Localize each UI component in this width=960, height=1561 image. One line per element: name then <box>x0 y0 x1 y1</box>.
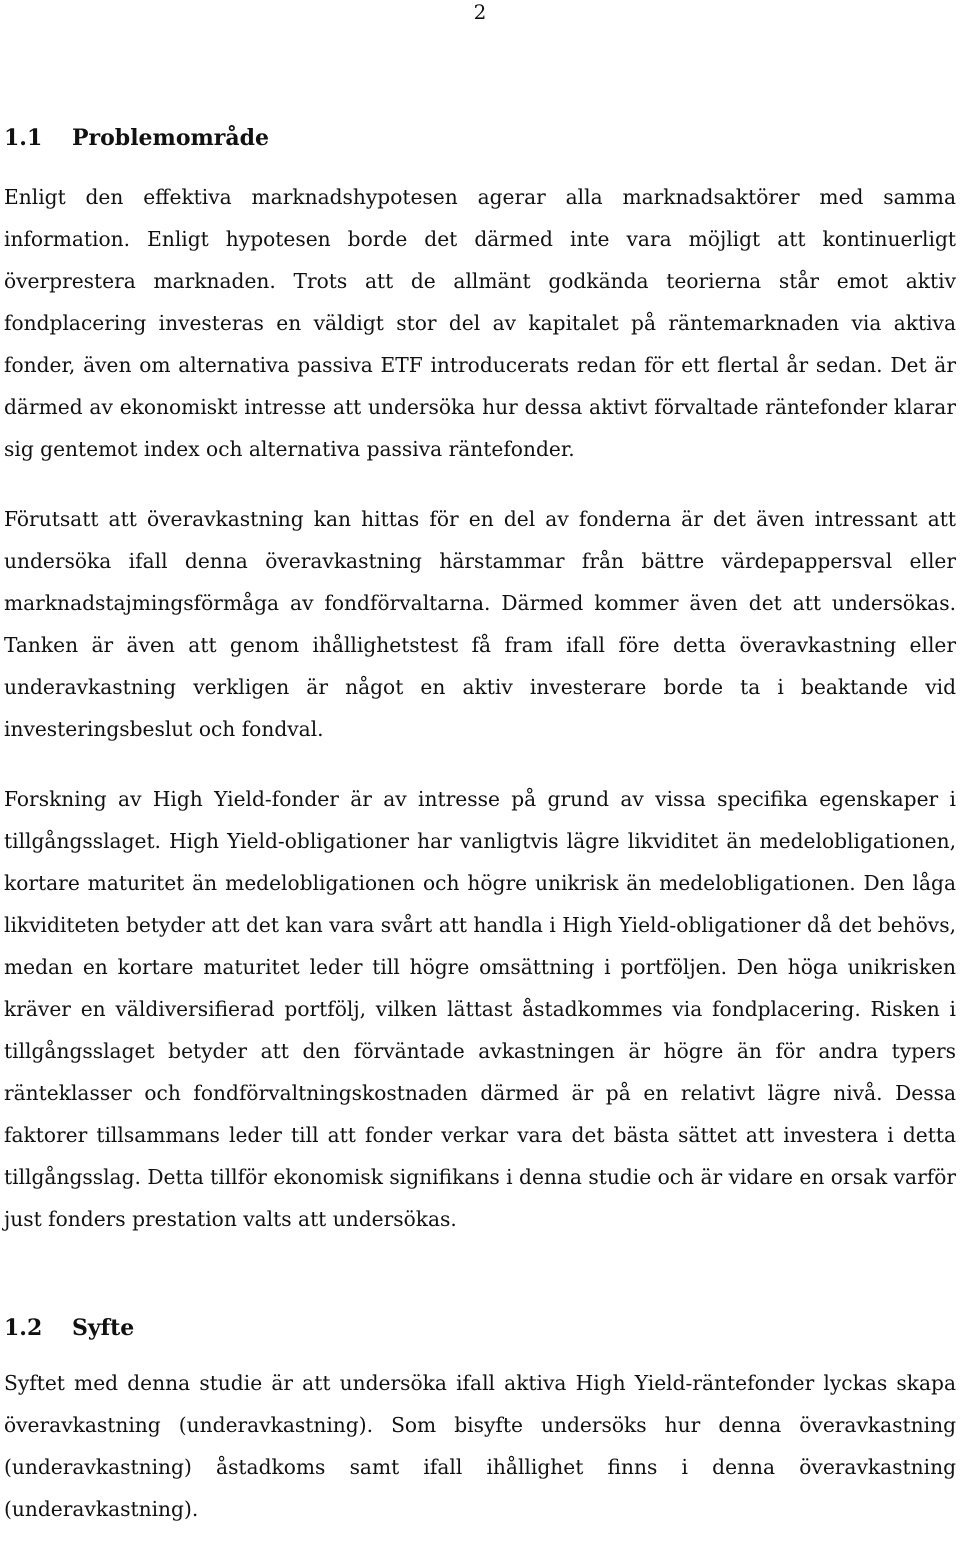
paragraph: Enligt den effektiva marknadshypotesen agerar alla marknadsaktörer med samma information. Enligt hypotesen borde det därmed inte vara möjligt att kontinuerligt överprestera marknaden. Trots att de allmänt godkända teorierna står emot aktiv fondplacering investeras en väldigt stor del av kapitalet på räntemarknaden via aktiva fonder, även om alternativa passiva ETF introducerats redan för ett flertal år sedan. Det är därmed av ekonomiskt intresse att undersöka hur dessa aktivt förvaltade räntefonder klarar sig gentemot index och alternativa passiva räntefonder. <box>4 185 956 461</box>
section-number: 1.2 <box>4 1315 43 1341</box>
section-heading-syfte <box>4 1308 956 1348</box>
paragraph: Syftet med denna studie är att undersöka ifall aktiva High Yield-räntefonder lyckas skapa överavkastning (underavkastning). Som bisyfte undersöks hur denna överavkastning (underavkastning) åstadkoms samt ifall ihållighet finns i denna överavkastning (underavkastning). <box>4 1371 956 1521</box>
paragraph: Forskning av High Yield-fonder är av intresse på grund av vissa specifika egenskaper i tillgångsslaget. High Yield-obligationer har vanligtvis lägre likviditet än medelobligationen, kortare maturitet än medelobligationen och högre unikrisk än medelobligationen. Den låga likviditeten betyder att det kan vara svårt att handla i High Yield-obligationer då det behövs, medan en kortare maturitet leder till högre omsättning i portföljen. Den höga unikrisken kräver en väldiversifierad portfölj, vilken lättast åstadkommes via fondplacering. Risken i tillgångsslaget betyder att den förväntade avkastningen är högre än för andra typers ränteklasser och fondförvaltningskostnaden därmed är på en relativt lägre nivå. Dessa faktorer tillsammans leder till att fonder verkar vara det bästa sättet att investera i detta tillgångsslag. Detta tillför ekonomisk signifikans i denna studie och är vidare en orsak varför just fonders prestation valts att undersökas. <box>4 787 956 1231</box>
section-title: Syfte <box>72 1315 135 1341</box>
document-body <box>4 118 956 1530</box>
section-title: Problemområde <box>72 125 270 151</box>
section-number: 1.1 <box>4 125 43 151</box>
page-number: 2 <box>473 0 487 24</box>
paragraph: Förutsatt att överavkastning kan hittas för en del av fonderna är det även intressant att undersöka ifall denna överavkastning härstammar från bättre värdepappersval eller marknadstajmingsförmåga av fondförvaltarna. Därmed kommer även det att undersökas. Tanken är även att genom ihållighetstest få fram ifall före detta överavkastning eller underavkastning verkligen är något en aktiv investerare borde ta i beaktande vid investeringsbeslut och fondval. <box>4 507 956 741</box>
section-heading-problemomrade <box>4 118 956 158</box>
